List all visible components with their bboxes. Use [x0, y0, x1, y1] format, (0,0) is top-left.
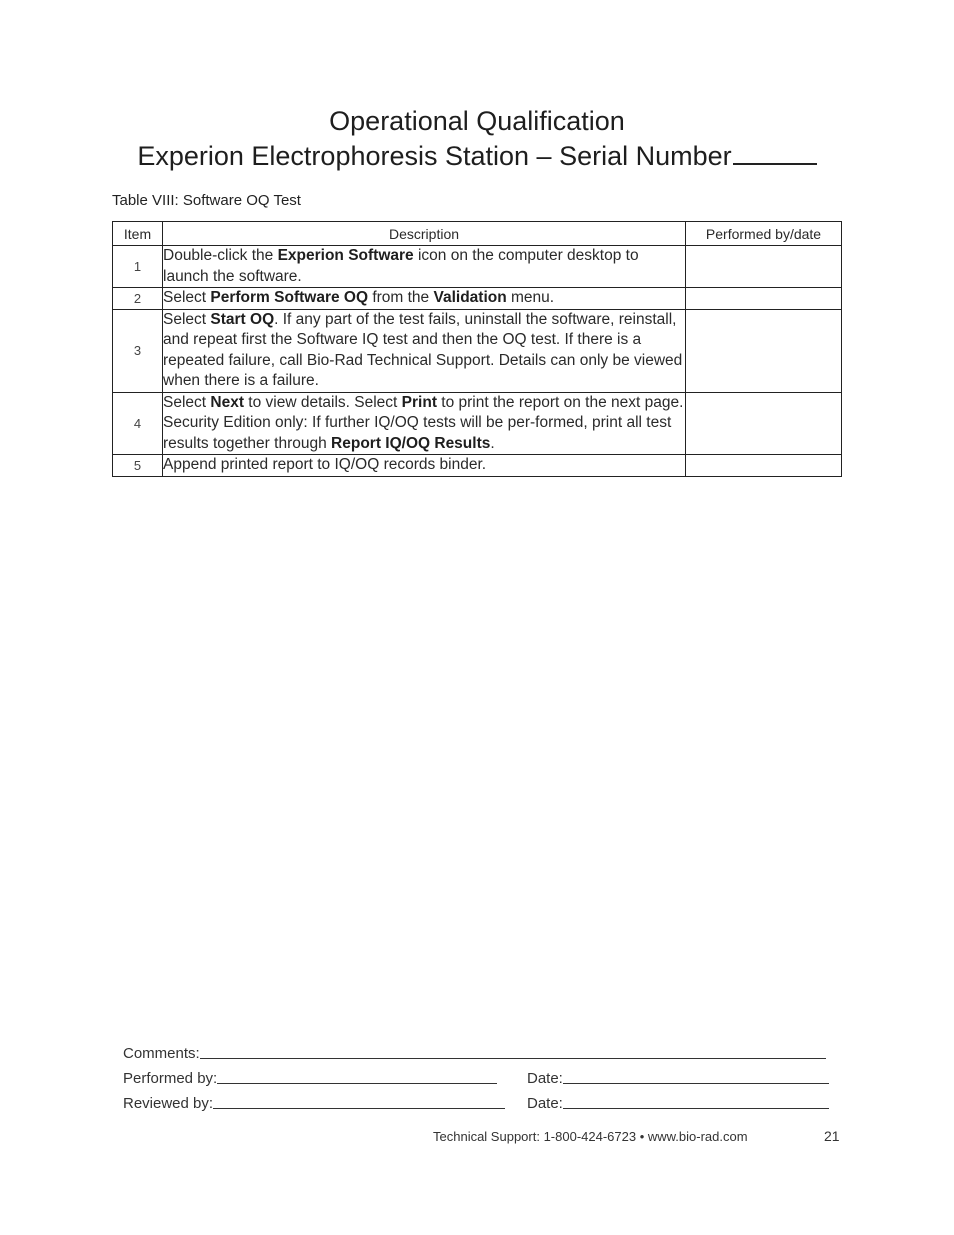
- description-text: .: [490, 434, 495, 452]
- description-text: menu.: [506, 289, 555, 306]
- reviewed-by-label: Reviewed by:: [123, 1095, 214, 1112]
- software-oq-table: [112, 221, 842, 477]
- row-item-number: 5: [113, 455, 163, 477]
- description-emphasis: Print: [401, 393, 437, 411]
- row-description: [163, 288, 686, 310]
- table-row: [113, 392, 842, 455]
- header-item: Item: [113, 222, 163, 246]
- description-text: . If any part of the test fails, uninstall the software, reinstall, and repeat first the Software IQ test and then the OQ test. If there is a repeated failure, call Bio-Rad Technical Support. Details can only be viewed when there is a failure.: [163, 310, 683, 389]
- comments-label: Comments:: [123, 1045, 200, 1062]
- description-emphasis: Next: [210, 393, 244, 411]
- performed-date-label: Date:: [527, 1070, 563, 1087]
- title-line-2-text: Experion Electrophoresis Station – Serial Number: [137, 141, 732, 171]
- description-text: icon on the computer desktop to launch the software.: [163, 247, 639, 285]
- row-description: [163, 392, 686, 455]
- serial-number-blank: [733, 139, 817, 165]
- comments-field[interactable]: [200, 1044, 826, 1059]
- performed-date-field[interactable]: [563, 1069, 829, 1084]
- comments-line: [123, 1044, 826, 1062]
- reviewed-by-field[interactable]: [213, 1094, 505, 1109]
- table-row: [113, 246, 842, 288]
- description-text: Select: [163, 289, 211, 306]
- description-emphasis: Experion Software: [277, 247, 414, 264]
- performed-by-label: Performed by:: [123, 1070, 218, 1087]
- header-description: Description: [163, 222, 686, 246]
- row-description: [163, 455, 686, 477]
- description-text: Double-click the: [163, 247, 278, 264]
- performed-date-line: [527, 1069, 829, 1087]
- description-emphasis: Perform Software OQ: [210, 289, 369, 306]
- table-row: [113, 309, 842, 392]
- row-item-number: 2: [113, 288, 163, 310]
- performed-by-date-cell[interactable]: [686, 392, 842, 455]
- header-performed: Performed by/date: [686, 222, 842, 246]
- row-item-number: 4: [113, 392, 163, 455]
- description-text: Append printed report to IQ/OQ records binder.: [163, 456, 487, 473]
- page-number: 21: [824, 1128, 840, 1144]
- performed-by-line: [123, 1069, 497, 1087]
- performed-by-date-cell[interactable]: [686, 246, 842, 288]
- description-emphasis: Validation: [433, 289, 507, 306]
- reviewed-date-field[interactable]: [563, 1094, 829, 1109]
- table-caption: Table VIII: Software OQ Test: [112, 192, 301, 209]
- page-title: [100, 104, 854, 174]
- row-description: [163, 309, 686, 392]
- performed-by-date-cell[interactable]: [686, 288, 842, 310]
- description-emphasis: Start OQ: [210, 310, 275, 328]
- performed-by-date-cell[interactable]: [686, 309, 842, 392]
- reviewed-date-label: Date:: [527, 1095, 563, 1112]
- row-item-number: 3: [113, 309, 163, 392]
- performed-by-date-cell[interactable]: [686, 455, 842, 477]
- footer-support: Technical Support: 1-800-424-6723 • www.bio-rad.com: [433, 1129, 748, 1144]
- table-row: [113, 455, 842, 477]
- performed-by-field[interactable]: [217, 1069, 497, 1084]
- row-description: [163, 246, 686, 288]
- table-header-row: [113, 222, 842, 246]
- reviewed-by-line: [123, 1094, 505, 1112]
- description-text: to view details. Select: [244, 393, 402, 411]
- description-emphasis: Report IQ/OQ Results: [331, 434, 491, 452]
- reviewed-date-line: [527, 1094, 829, 1112]
- table-row: [113, 288, 842, 310]
- description-text: Select: [163, 393, 211, 411]
- description-text: from the: [368, 289, 434, 306]
- description-text: Select: [163, 310, 211, 328]
- title-line-1: Operational Qualification: [329, 106, 625, 136]
- description-text: to print the report on the next page. Security Edition only: If further IQ/OQ tests will be per-formed, print all test results together through: [163, 393, 684, 452]
- title-line-2: [100, 139, 854, 174]
- row-item-number: 1: [113, 246, 163, 288]
